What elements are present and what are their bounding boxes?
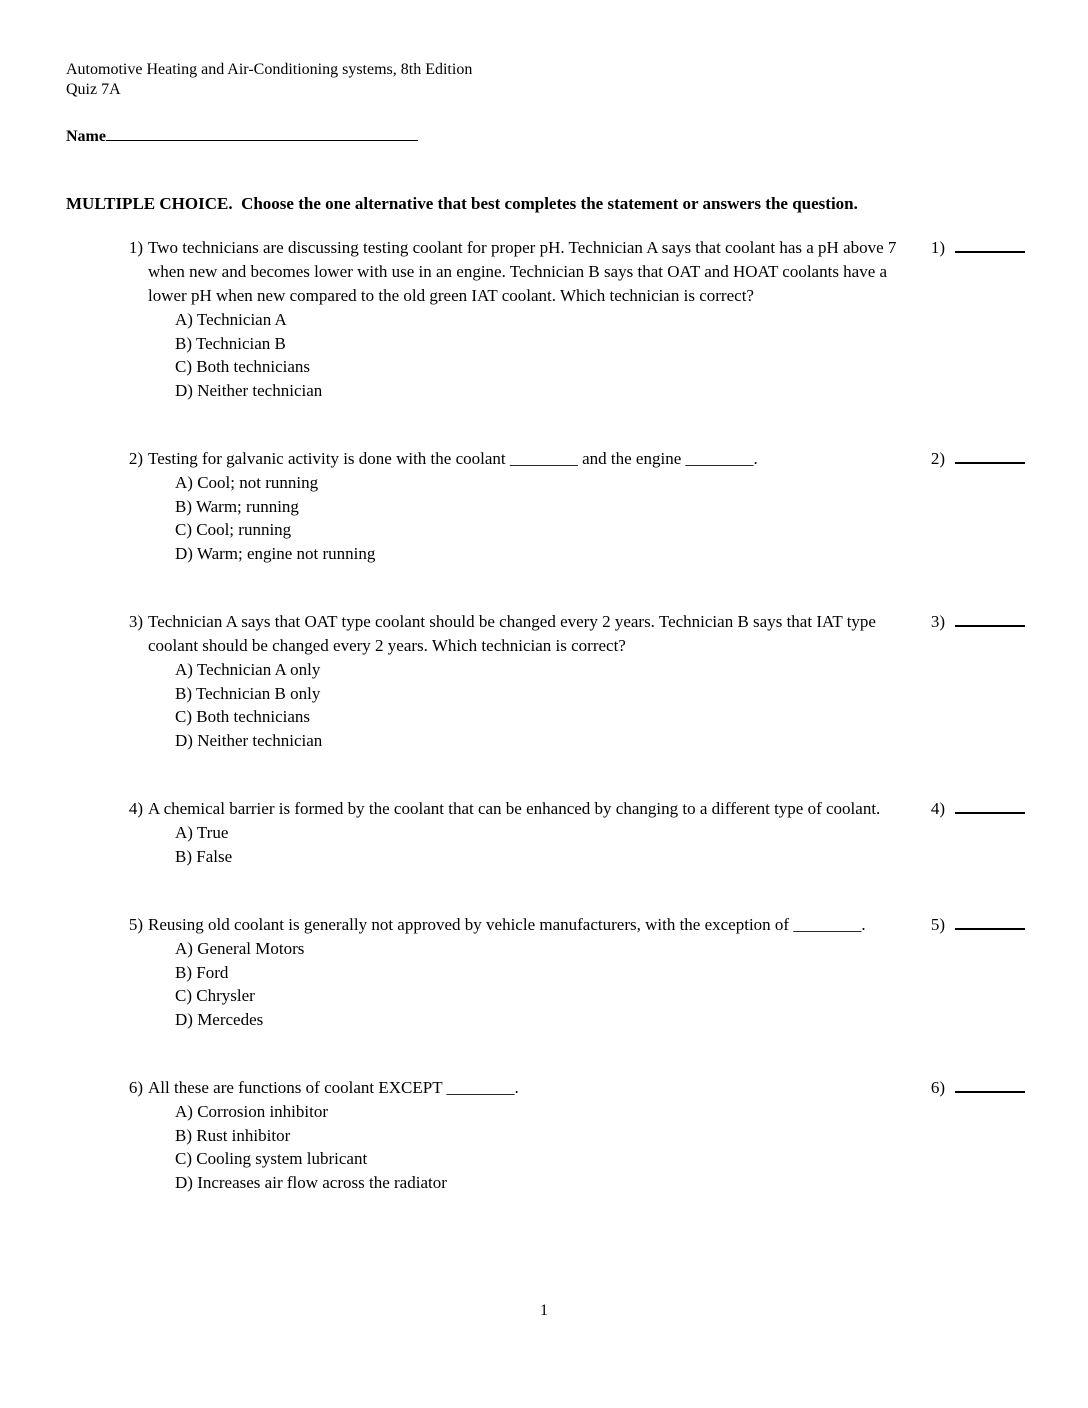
question-2-body [127,447,905,565]
choice-c: C) Chrysler [175,986,255,1005]
question-3 [127,610,1025,752]
answer-number: 4) [930,799,945,818]
choice-c: C) Both technicians [175,707,311,726]
answer-number: 2) [930,449,945,468]
question-text: Testing for galvanic activity is done with the coolant ________ and the engine ________. [148,449,758,468]
choice-b: B) Rust inhibitor [175,1125,291,1145]
question-number: 2) [128,449,143,468]
question-4 [127,797,1025,868]
choice-c: C) Cool; running [175,520,292,539]
question-text: All these are functions of coolant EXCEPT ________. [148,1078,519,1097]
choice-a: A) General Motors [175,939,305,958]
question-text: Technician A says that OAT type coolant should be changed every 2 years. Technician B says that IAT type coolant should be changed every 2 years. Which technician is correct? [148,612,876,655]
answer-number: 6) [930,1078,945,1097]
question-list [66,236,1025,1194]
question-number: 5) [128,915,143,934]
question-6-body [127,1076,905,1194]
page-content [66,60,1025,1239]
question-text: Two technicians are discussing testing coolant for proper pH. Technician A says that coolant has a pH above 7 when new and becomes lower with use in an engine. Technician B says that OAT and HOAT coolants have a lower pH when new compared to the old green IAT coolant. Which technician is correct? [148,238,897,305]
answer-blank-line [955,610,1025,627]
answer-blank-line [955,447,1025,464]
name-row [66,124,1025,147]
quiz-subtitle: Quiz 7A [66,81,121,98]
choices [175,658,905,752]
answer-blank-line [955,913,1025,930]
answer-blank-line [955,1076,1025,1093]
choices [175,937,905,1031]
question-number: 1) [128,238,143,257]
choice-b: B) Ford [175,962,229,982]
answer-slot-5 [931,913,1025,1031]
question-5 [127,913,1025,1031]
question-1-body [127,236,905,402]
question-text: Reusing old coolant is generally not approved by vehicle manufacturers, with the exception of ________. [148,915,866,934]
answer-number: 5) [930,915,945,934]
choice-b: B) False [175,846,233,866]
choice-c: C) Both technicians [175,357,311,376]
question-number: 3) [128,612,143,631]
name-label: Name [66,128,106,145]
choice-a: A) Technician A [175,310,287,329]
choice-d: D) Neither technician [175,380,323,400]
choices [175,471,905,565]
question-number: 6) [128,1078,143,1097]
choice-a: A) Corrosion inhibitor [175,1102,328,1121]
choice-b: B) Technician B only [175,683,321,703]
answer-slot-3 [931,610,1025,752]
choices [175,1100,905,1194]
choices [175,821,905,868]
question-2 [127,447,1025,565]
choice-a: A) Technician A only [175,660,321,679]
document-header [66,60,1025,100]
answer-blank-line [955,236,1025,253]
answer-slot-4 [931,797,1025,868]
choice-a: A) True [175,823,229,842]
document-title: Automotive Heating and Air-Conditioning systems, 8th Edition [66,61,473,78]
question-number: 4) [128,799,143,818]
answer-slot-2 [931,447,1025,565]
choice-b: B) Warm; running [175,496,299,516]
answer-slot-1 [931,236,1025,402]
answer-number: 1) [930,238,945,257]
choice-d: D) Mercedes [175,1009,264,1029]
question-6 [127,1076,1025,1194]
choice-d: D) Increases air flow across the radiator [175,1172,447,1192]
answer-number: 3) [930,612,945,631]
answer-blank-line [955,797,1025,814]
choice-a: A) Cool; not running [175,473,319,492]
page-number: 1 [540,1302,548,1319]
choice-d: D) Warm; engine not running [175,543,376,563]
choice-b: B) Technician B [175,333,286,353]
question-4-body [127,797,905,868]
name-blank-line [106,124,418,141]
choices [175,308,905,402]
choice-c: C) Cooling system lubricant [175,1149,368,1168]
question-3-body [127,610,905,752]
instructions-heading: MULTIPLE CHOICE. Choose the one alternative that best completes the statement or answers the question. [66,194,858,213]
question-1 [127,236,1025,402]
answer-slot-6 [931,1076,1025,1194]
choice-d: D) Neither technician [175,730,323,750]
question-5-body [127,913,905,1031]
question-text: A chemical barrier is formed by the coolant that can be enhanced by changing to a different type of coolant. [148,799,881,818]
